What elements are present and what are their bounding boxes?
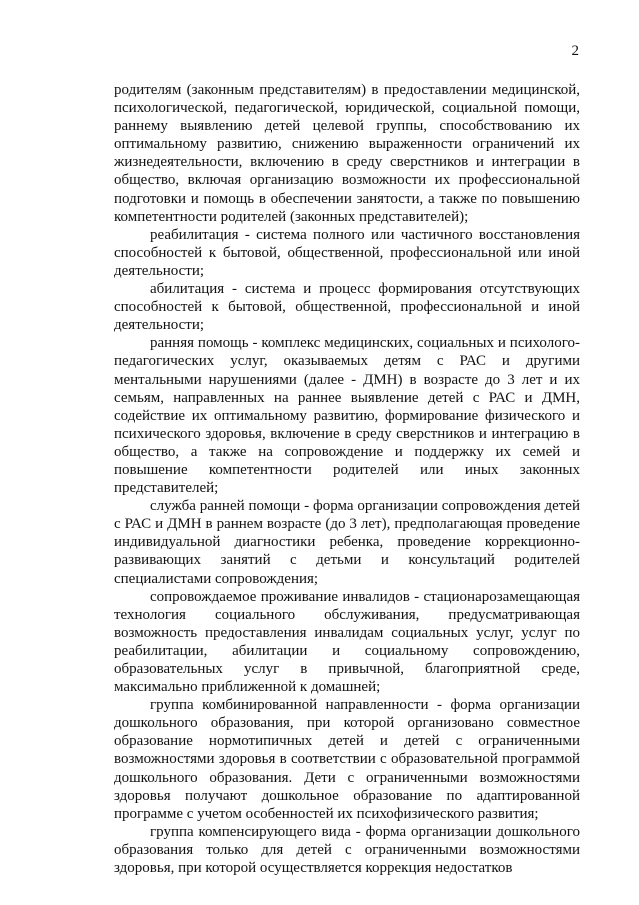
paragraph-continuation: родителям (законным представителям) в предоставлении медицинской, психологической, педагогической, юридической, социальной помощи, раннему выявлению детей целевой группы, способствованию их оптимальному развитию, снижению выраженности ограничений их жизнедеятельности, включению в среду сверстников и интеграции в общество, включая организацию возможности их профессиональной подготовки и помощь в обеспечении занятости, а также по повышению компетентности родителей (законных представителей);: [114, 82, 580, 225]
paragraph-early-help-service: служба ранней помощи - форма организации сопровождения детей с РАС и ДМН в раннем возрасте (до 3 лет), предполагающая проведение индивидуальной диагностики ребенка, проведение коррекционно-развивающих занятий с детьми и консультаций родителей специалистами сопровождения;: [114, 498, 580, 587]
paragraph-compensating-group: группа компенсирующего вида - форма организации дошкольного образования только для детей с ограниченными возможностями здоровья, при которой осуществляется коррекция недостатков: [114, 823, 580, 877]
paragraph-early-help: ранняя помощь - комплекс медицинских, социальных и психолого-педагогических услуг, оказываемых детям с РАС и другими ментальными нарушениями (далее - ДМН) в возрасте до 3 лет и их семьям, направленных на раннее выявление детей с РАС и ДМН, содействие их оптимальному развитию, формирование физического и психического здоровья, включение в среду сверстников и интеграцию в общество, а также на сопровождение и поддержку их семей и повышение компетентности родителей или иных законных представителей;: [114, 335, 580, 497]
paragraph-rehabilitation: реабилитация - система полного или частичного восстановления способностей к бытовой, общественной, профессиональной или иной деятельности;: [114, 226, 580, 279]
paragraph-habilitation: абилитация - система и процесс формирования отсутствующих способностей к бытовой, общественной, профессиональной и иной деятельности;: [114, 281, 580, 334]
page-number: 2: [571, 43, 579, 59]
paragraph-combined-group: группа комбинированной направленности - форма организации дошкольного образования, при которой организовано совместное образование нормотипичных детей и детей с ограниченными возможностями здоровья в соответствии с образовательной программой дошкольного образования. Дети с ограниченными возможностями здоровья получают дошкольное образование по адаптированной программе с учетом особенностей их психофизического развития;: [114, 697, 580, 822]
paragraph-supported-living: сопровождаемое проживание инвалидов - стационарозамещающая технология социального обслуживания, предусматривающая возможность предоставления инвалидам социальных услуг, услуг по реабилитации, абилитации и социальному сопровождению, образовательных услуг в привычной, благоприятной среде, максимально приближенной к домашней;: [114, 588, 580, 696]
document-body: [114, 81, 580, 877]
